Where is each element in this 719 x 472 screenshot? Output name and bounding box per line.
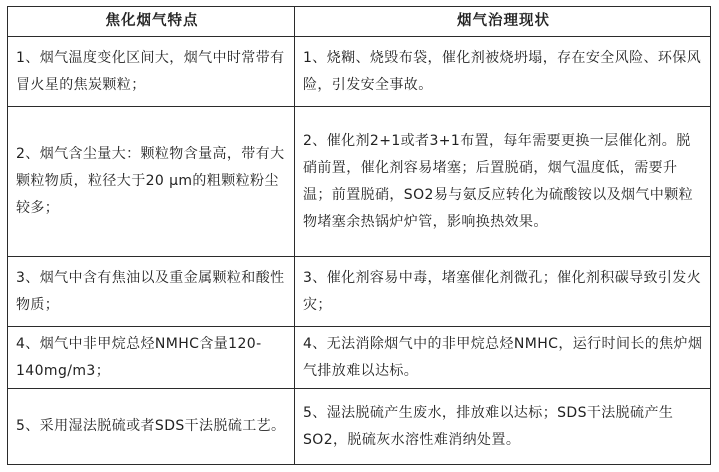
status-cell: 1、烧糊、烧毁布袋，催化剂被烧坍塌，存在安全风险、环保风险，引发安全事故。 [295,37,711,107]
comparison-table [7,6,711,465]
table-row [8,327,711,389]
feature-cell: 1、烟气温度变化区间大，烟气中时常带有冒火星的焦炭颗粒； [8,37,295,107]
feature-cell: 2、烟气含尘量大：颗粒物含量高，带有大颗粒物质，粒径大于20 μm的粗颗粒粉尘较多； [8,107,295,257]
table-row [8,107,711,257]
table-header-row [8,7,711,37]
table-row [8,37,711,107]
table-row [8,389,711,465]
status-cell: 4、无法消除烟气中的非甲烷总烃NMHC，运行时间长的焦炉烟气排放难以达标。 [295,327,711,389]
table-row [8,257,711,327]
status-cell: 5、湿法脱硫产生废水，排放难以达标；SDS干法脱硫产生SO2，脱硫灰水溶性难消纳处置。 [295,389,711,465]
status-cell: 3、催化剂容易中毒，堵塞催化剂微孔；催化剂积碳导致引发火灾； [295,257,711,327]
feature-cell: 4、烟气中非甲烷总烃NMHC含量120-140mg/m3； [8,327,295,389]
header-features: 焦化烟气特点 [8,7,295,37]
header-status: 烟气治理现状 [295,7,711,37]
status-cell: 2、催化剂2+1或者3+1布置，每年需要更换一层催化剂。脱硝前置，催化剂容易堵塞；后置脱硝，烟气温度低，需要升温；前置脱硝，SO2易与氨反应转化为硫酸铵以及烟气中颗粒物堵塞余热锅炉炉管，影响换热效果。 [295,107,711,257]
feature-cell: 3、烟气中含有焦油以及重金属颗粒和酸性物质； [8,257,295,327]
feature-cell: 5、采用湿法脱硫或者SDS干法脱硫工艺。 [8,389,295,465]
